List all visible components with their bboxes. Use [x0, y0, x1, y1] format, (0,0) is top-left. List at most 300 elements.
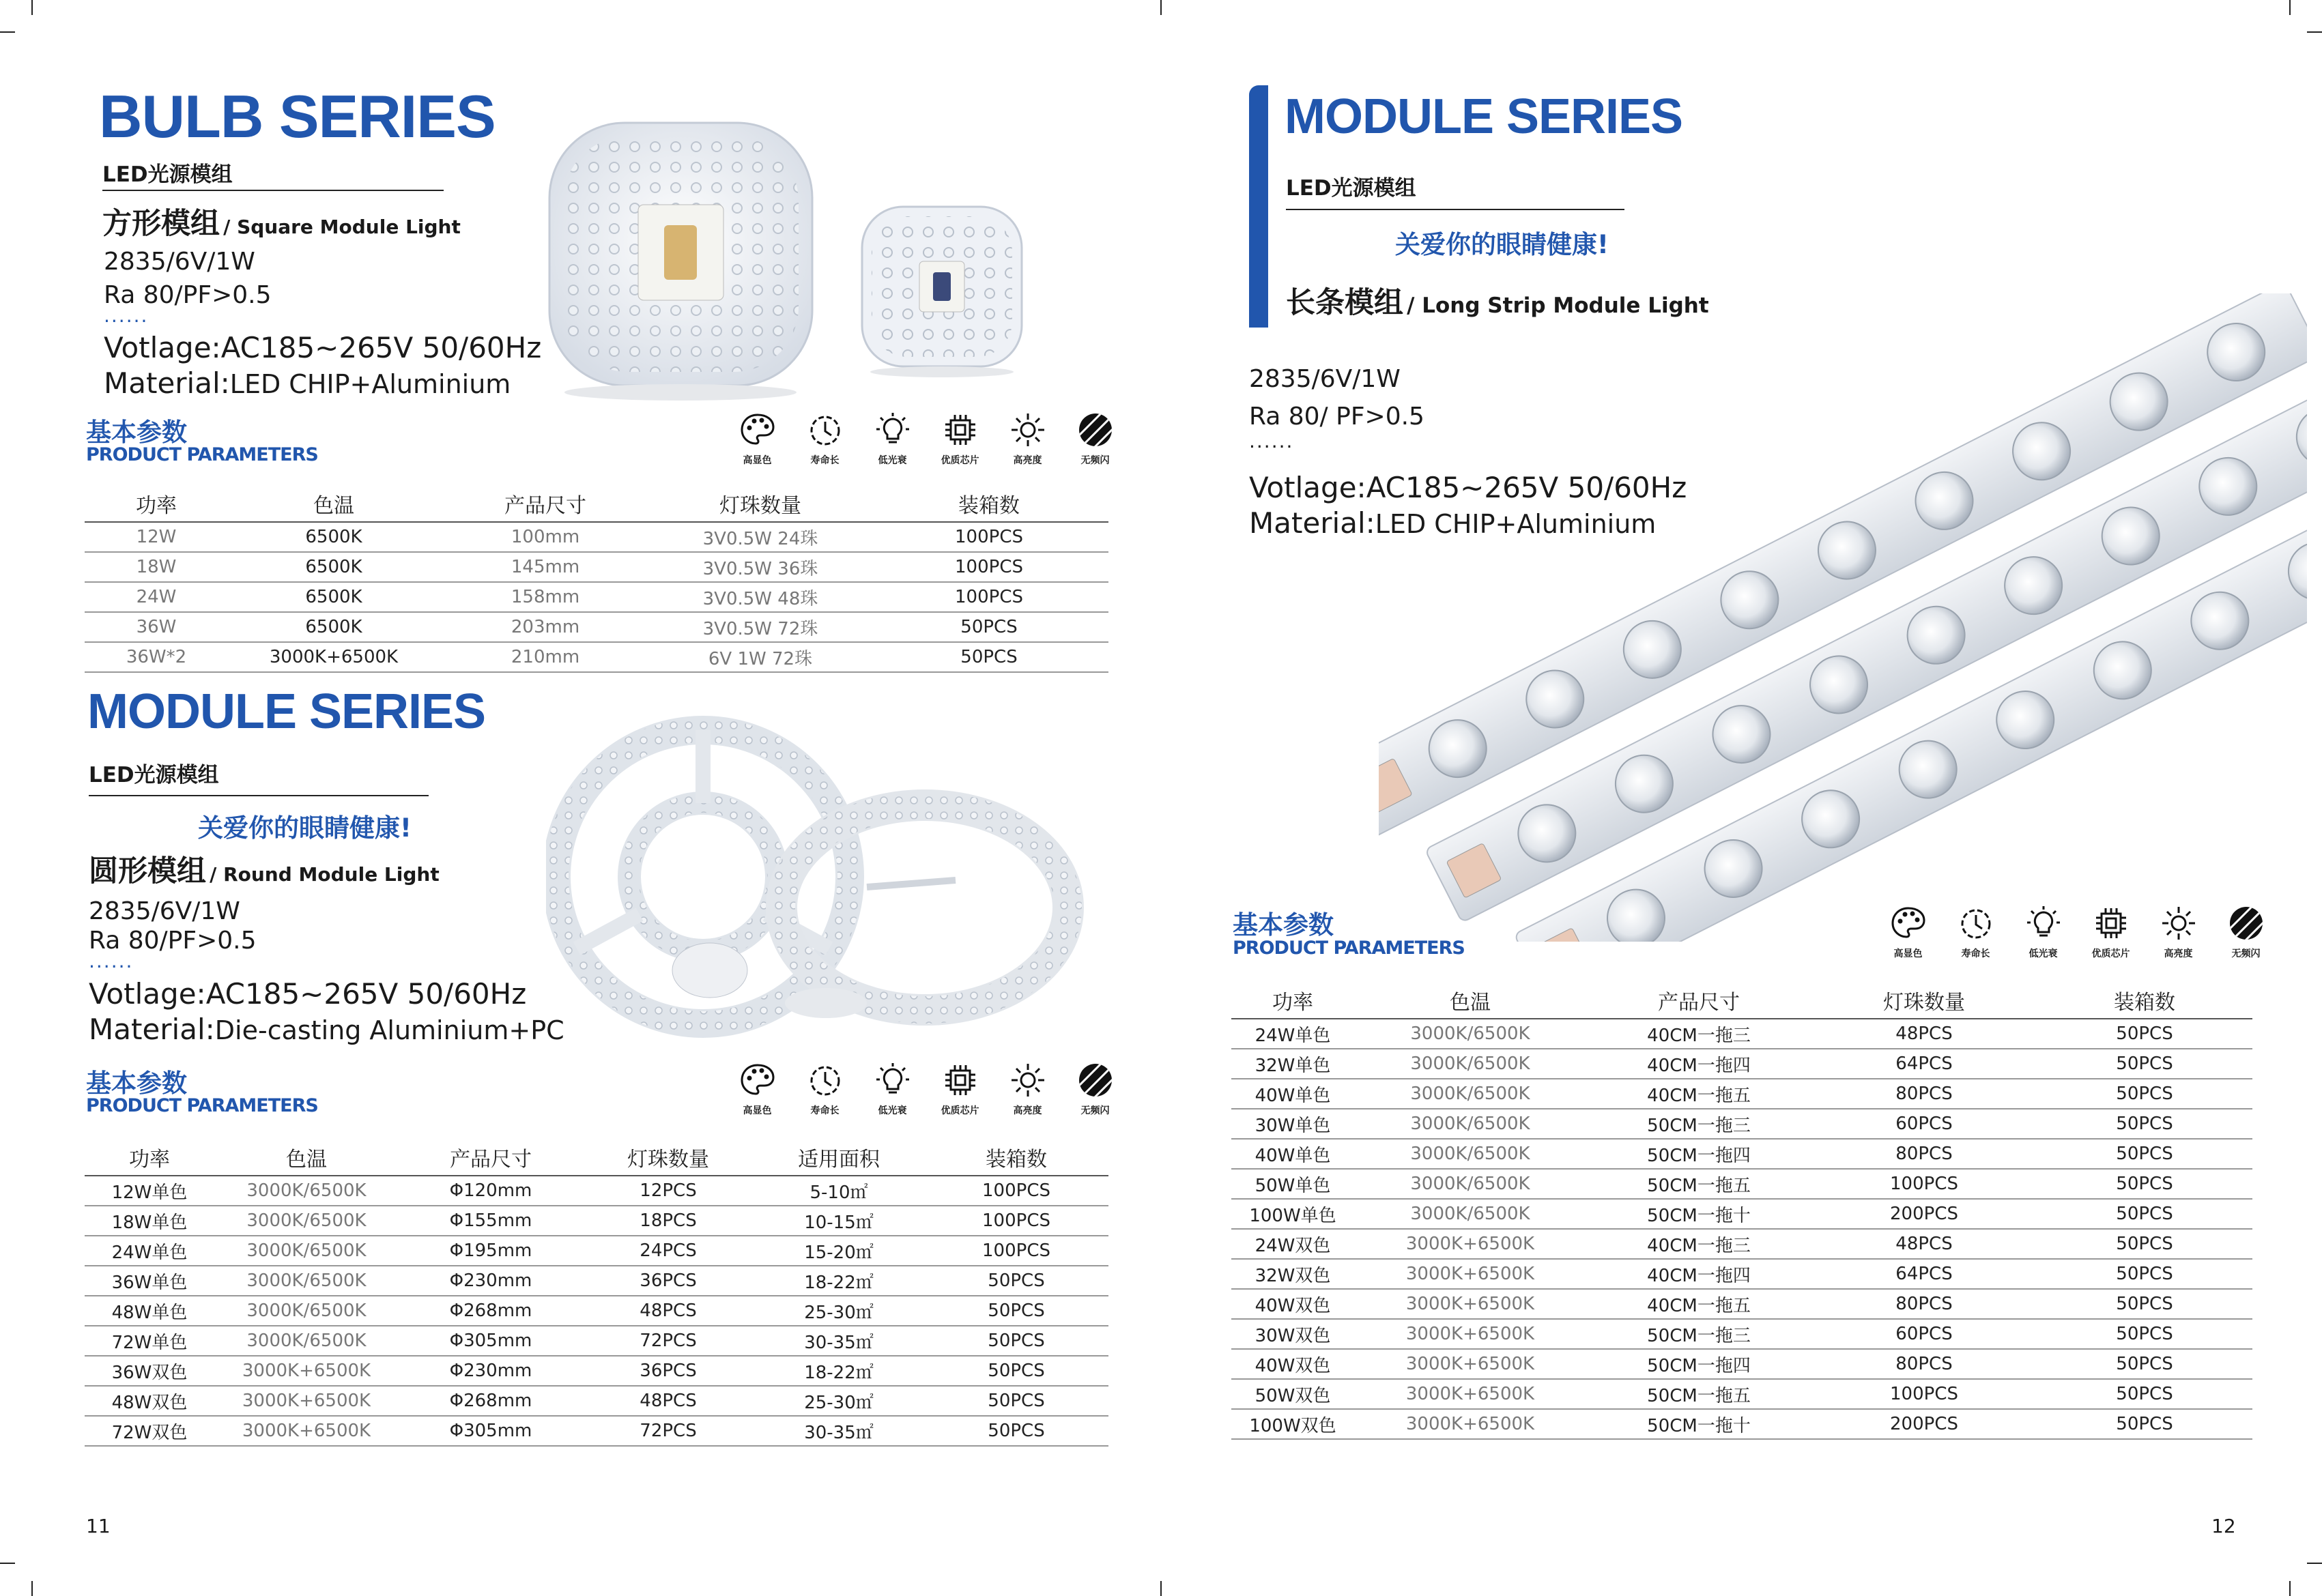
- col-header: 灯珠数量: [651, 486, 870, 522]
- crop-mark: [2307, 1563, 2322, 1564]
- table-cell: 40CM一拖四: [1586, 1259, 1811, 1289]
- table-row: [85, 642, 1108, 672]
- table-cell: 48W单色: [85, 1296, 214, 1326]
- crop-mark: [31, 0, 33, 15]
- col-header: 装箱数: [2037, 983, 2252, 1019]
- table-cell: Φ268mm: [399, 1386, 583, 1416]
- table-cell: 50CM一拖三: [1586, 1109, 1811, 1139]
- table-row: [1231, 1289, 2252, 1319]
- table-cell: 30W单色: [1231, 1109, 1354, 1139]
- palette-icon: [739, 1061, 777, 1099]
- table-cell: 50PCS: [924, 1326, 1108, 1356]
- strip-spec-ra: Ra 80/ PF>0.5: [1249, 403, 1424, 431]
- table-cell: 64PCS: [1811, 1049, 2037, 1079]
- chip-icon: [2092, 904, 2130, 942]
- table-cell: 36W: [85, 612, 228, 642]
- feature-no-flicker: [1061, 411, 1129, 467]
- table-cell: 50W双色: [1231, 1379, 1354, 1409]
- strip-module-image: [1379, 293, 2307, 942]
- table-cell: Φ155mm: [399, 1206, 583, 1236]
- table-cell: 50PCS: [2037, 1259, 2252, 1289]
- table-cell: 3V0.5W 72珠: [651, 612, 870, 642]
- table-cell: 3000K/6500K: [214, 1296, 399, 1326]
- table-row: [85, 1266, 1108, 1296]
- feature-palette: [1874, 904, 1942, 960]
- table-cell: 50W单色: [1231, 1169, 1354, 1199]
- bulb-spec-ra: Ra 80/PF>0.5: [104, 281, 272, 309]
- table-cell: 50PCS: [2037, 1289, 2252, 1319]
- table-cell: 60PCS: [1811, 1109, 2037, 1139]
- round-series-title: MODULE SERIES: [87, 684, 486, 739]
- table-cell: 32W双色: [1231, 1259, 1354, 1289]
- col-header: 产品尺寸: [1586, 983, 1811, 1019]
- table-cell: 18-22㎡: [754, 1356, 924, 1386]
- strip-spec-table: [1231, 983, 2252, 1440]
- feature-chip: [2077, 904, 2145, 960]
- strip-name-en: / Long Strip Module Light: [1407, 293, 1709, 318]
- table-cell: 72PCS: [583, 1416, 754, 1446]
- table-cell: 50CM一拖五: [1586, 1379, 1811, 1409]
- table-cell: 3000K+6500K: [1354, 1319, 1586, 1349]
- crop-mark: [31, 1581, 33, 1596]
- table-cell: 203mm: [440, 612, 651, 642]
- feature-clock: [791, 411, 859, 467]
- bulb-name-en: / Square Module Light: [223, 216, 461, 238]
- table-row: [85, 582, 1108, 612]
- round-slogan: 关爱你的眼睛健康!: [198, 813, 412, 843]
- table-row: [1231, 1019, 2252, 1049]
- table-cell: 3000K+6500K: [1354, 1409, 1586, 1439]
- accent-bar: [1249, 85, 1268, 328]
- table-cell: 100PCS: [924, 1176, 1108, 1206]
- no-flicker-icon: [1076, 1061, 1115, 1099]
- table-cell: 3000K/6500K: [214, 1206, 399, 1236]
- table-cell: 50CM一拖三: [1586, 1319, 1811, 1349]
- strip-feature-icons: [1874, 904, 2280, 960]
- table-cell: 100W单色: [1231, 1199, 1354, 1229]
- bulb-icon: [2024, 904, 2063, 942]
- table-cell: 50PCS: [2037, 1409, 2252, 1439]
- table-cell: 24W单色: [85, 1236, 214, 1266]
- table-cell: 100PCS: [1811, 1169, 2037, 1199]
- feature-bulb: [2009, 904, 2077, 960]
- bulb-product-name: [102, 201, 461, 242]
- table-row: [1231, 1169, 2252, 1199]
- table-cell: 50PCS: [2037, 1169, 2252, 1199]
- table-cell: 50PCS: [870, 642, 1108, 672]
- chip-icon: [941, 1061, 979, 1099]
- table-row: [1231, 1379, 2252, 1409]
- clock-icon: [806, 411, 844, 449]
- table-cell: 18W单色: [85, 1206, 214, 1236]
- feature-label: 高亮度: [1013, 1105, 1042, 1116]
- table-row: [85, 1356, 1108, 1386]
- table-cell: 60PCS: [1811, 1319, 2037, 1349]
- table-cell: 100PCS: [870, 582, 1108, 612]
- table-cell: 100PCS: [924, 1236, 1108, 1266]
- bulb-name-cn: 方形模组: [102, 207, 220, 241]
- feature-label: 低光衰: [2029, 948, 2058, 959]
- strip-subtitle-rule: [1286, 209, 1624, 210]
- bulb-material-value: LED CHIP+Aluminium: [229, 369, 511, 399]
- table-cell: 3000K+6500K: [1354, 1379, 1586, 1409]
- strip-name-cn: 长条模组: [1286, 286, 1403, 320]
- table-row: [1231, 1349, 2252, 1379]
- table-cell: 6500K: [228, 582, 440, 612]
- table-row: [85, 1236, 1108, 1266]
- col-header: 灯珠数量: [583, 1140, 754, 1176]
- table-cell: Φ305mm: [399, 1326, 583, 1356]
- table-cell: 100PCS: [870, 522, 1108, 552]
- square-module-large-image: [543, 116, 819, 403]
- table-cell: 24W双色: [1231, 1229, 1354, 1259]
- table-cell: 50CM一拖十: [1586, 1409, 1811, 1439]
- feature-label: 高显色: [1893, 948, 1923, 959]
- table-cell: 40CM一拖四: [1586, 1049, 1811, 1079]
- table-cell: 40CM一拖五: [1586, 1079, 1811, 1109]
- page-number-right: 12: [2211, 1515, 2236, 1537]
- bulb-spec-power: 2835/6V/1W: [104, 248, 255, 276]
- sun-icon: [2160, 904, 2198, 942]
- feature-label: 优质芯片: [941, 1105, 979, 1116]
- table-cell: 200PCS: [1811, 1409, 2037, 1439]
- feature-label: 高亮度: [1013, 455, 1042, 466]
- crop-mark: [0, 31, 15, 33]
- sun-icon: [1009, 411, 1047, 449]
- feature-label: 低光衰: [878, 455, 907, 466]
- feature-label: 无频闪: [2231, 948, 2261, 959]
- table-cell: 3000K/6500K: [214, 1236, 399, 1266]
- bulb-subtitle: LED光源模组: [102, 162, 233, 187]
- table-row: [1231, 1319, 2252, 1349]
- table-cell: Φ120mm: [399, 1176, 583, 1206]
- table-cell: 3000K/6500K: [1354, 1199, 1586, 1229]
- table-header-row: [1231, 983, 2252, 1019]
- table-cell: 40CM一拖三: [1586, 1019, 1811, 1049]
- table-header-row: [85, 486, 1108, 522]
- table-cell: 36W单色: [85, 1266, 214, 1296]
- table-cell: 64PCS: [1811, 1259, 2037, 1289]
- crop-mark: [0, 1563, 15, 1564]
- table-cell: 50PCS: [870, 612, 1108, 642]
- table-cell: 80PCS: [1811, 1289, 2037, 1319]
- table-cell: Φ230mm: [399, 1266, 583, 1296]
- table-cell: 50PCS: [2037, 1319, 2252, 1349]
- table-row: [85, 1296, 1108, 1326]
- no-flicker-icon: [2227, 904, 2265, 942]
- bulb-icon: [874, 411, 912, 449]
- table-cell: 30-35㎡: [754, 1326, 924, 1356]
- table-cell: 3000K/6500K: [1354, 1079, 1586, 1109]
- table-cell: Φ230mm: [399, 1356, 583, 1386]
- table-cell: 50PCS: [924, 1266, 1108, 1296]
- table-cell: 40CM一拖五: [1586, 1289, 1811, 1319]
- col-header: 适用面积: [754, 1140, 924, 1176]
- table-cell: 3000K/6500K: [1354, 1139, 1586, 1169]
- table-row: [85, 552, 1108, 582]
- strip-params-en: PRODUCT PARAMETERS: [1233, 938, 1465, 959]
- feature-label: 寿命长: [810, 1105, 840, 1116]
- table-cell: 3000K/6500K: [214, 1326, 399, 1356]
- table-row: [1231, 1229, 2252, 1259]
- col-header: 色温: [228, 486, 440, 522]
- table-cell: 80PCS: [1811, 1139, 2037, 1169]
- round-params-en: PRODUCT PARAMETERS: [86, 1095, 318, 1116]
- palette-icon: [1889, 904, 1927, 942]
- table-cell: 200PCS: [1811, 1199, 2037, 1229]
- table-cell: 50PCS: [2037, 1229, 2252, 1259]
- table-cell: 72PCS: [583, 1326, 754, 1356]
- table-row: [1231, 1199, 2252, 1229]
- table-row: [85, 612, 1108, 642]
- col-header: 装箱数: [924, 1140, 1108, 1176]
- round-feature-icons: [723, 1061, 1129, 1117]
- round-name-cn: 圆形模组: [89, 854, 206, 888]
- table-cell: 3000K/6500K: [1354, 1049, 1586, 1079]
- table-cell: 12PCS: [583, 1176, 754, 1206]
- table-cell: 80PCS: [1811, 1349, 2037, 1379]
- feature-label: 寿命长: [1961, 948, 1990, 959]
- table-cell: 25-30㎡: [754, 1296, 924, 1326]
- table-cell: 3V0.5W 48珠: [651, 582, 870, 612]
- feature-clock: [1942, 904, 2009, 960]
- bulb-material-label: Material:: [104, 366, 230, 400]
- feature-label: 优质芯片: [2091, 948, 2130, 959]
- table-row: [1231, 1049, 2252, 1079]
- table-cell: 3000K+6500K: [1354, 1259, 1586, 1289]
- feature-palette: [723, 1061, 791, 1117]
- strip-voltage: Votlage:AC185~265V 50/60Hz: [1249, 471, 1687, 504]
- table-cell: 5-10㎡: [754, 1176, 924, 1206]
- bulb-params-cn: 基本参数: [86, 418, 187, 447]
- table-cell: 80PCS: [1811, 1079, 2037, 1109]
- table-cell: 30-35㎡: [754, 1416, 924, 1446]
- bulb-subtitle-rule: [102, 190, 444, 191]
- crop-mark: [2307, 31, 2322, 33]
- round-params-cn: 基本参数: [86, 1069, 187, 1098]
- table-cell: 48W双色: [85, 1386, 214, 1416]
- table-cell: 50CM一拖四: [1586, 1349, 1811, 1379]
- table-cell: Φ305mm: [399, 1416, 583, 1446]
- feature-label: 低光衰: [878, 1105, 907, 1116]
- table-cell: 3000K/6500K: [1354, 1169, 1586, 1199]
- table-cell: 3000K+6500K: [1354, 1289, 1586, 1319]
- table-cell: 50CM一拖十: [1586, 1199, 1811, 1229]
- table-cell: 100PCS: [924, 1206, 1108, 1236]
- table-cell: 50PCS: [924, 1386, 1108, 1416]
- square-module-small-image: [857, 201, 1027, 379]
- table-cell: 3000K+6500K: [214, 1416, 399, 1446]
- table-row: [1231, 1109, 2252, 1139]
- table-row: [1231, 1259, 2252, 1289]
- table-row: [1231, 1079, 2252, 1109]
- table-row: [85, 522, 1108, 552]
- feature-bulb: [859, 411, 926, 467]
- table-cell: 36PCS: [583, 1266, 754, 1296]
- table-cell: 50PCS: [2037, 1049, 2252, 1079]
- col-header: 功率: [85, 486, 228, 522]
- feature-palette: [723, 411, 791, 467]
- strip-material-value: LED CHIP+Aluminium: [1375, 509, 1657, 539]
- sun-icon: [1009, 1061, 1047, 1099]
- table-row: [85, 1386, 1108, 1416]
- table-cell: 40CM一拖三: [1586, 1229, 1811, 1259]
- strip-spec-power: 2835/6V/1W: [1249, 365, 1401, 393]
- col-header: 色温: [1354, 983, 1586, 1019]
- table-cell: 3000K/6500K: [1354, 1019, 1586, 1049]
- table-cell: 100PCS: [870, 552, 1108, 582]
- table-cell: 30W双色: [1231, 1319, 1354, 1349]
- table-row: [1231, 1139, 2252, 1169]
- crop-mark: [2289, 1581, 2291, 1596]
- table-cell: 10-15㎡: [754, 1206, 924, 1236]
- table-cell: 36W*2: [85, 642, 228, 672]
- table-cell: 12W单色: [85, 1176, 214, 1206]
- round-subtitle-rule: [89, 795, 429, 796]
- table-cell: 6V 1W 72珠: [651, 642, 870, 672]
- round-spec-ra: Ra 80/PF>0.5: [89, 927, 257, 955]
- table-cell: 25-30㎡: [754, 1386, 924, 1416]
- table-row: [1231, 1409, 2252, 1439]
- bulb-icon: [874, 1061, 912, 1099]
- table-cell: 3000K+6500K: [1354, 1229, 1586, 1259]
- col-header: 装箱数: [870, 486, 1108, 522]
- table-cell: 50PCS: [924, 1416, 1108, 1446]
- crop-mark: [1160, 1581, 1162, 1596]
- crop-mark: [1160, 0, 1162, 15]
- round-subtitle: LED光源模组: [89, 763, 219, 787]
- table-cell: 18-22㎡: [754, 1266, 924, 1296]
- round-voltage: Votlage:AC185~265V 50/60Hz: [89, 977, 527, 1011]
- feature-label: 无频闪: [1080, 455, 1110, 466]
- strip-material-label: Material:: [1249, 506, 1375, 540]
- table-cell: 50PCS: [2037, 1349, 2252, 1379]
- round-product-name: [89, 848, 440, 890]
- table-cell: 36W双色: [85, 1356, 214, 1386]
- feature-label: 寿命长: [810, 455, 840, 466]
- strip-params-cn: 基本参数: [1233, 910, 1334, 940]
- table-cell: 50PCS: [2037, 1019, 2252, 1049]
- table-cell: 40W双色: [1231, 1289, 1354, 1319]
- feature-chip: [926, 411, 994, 467]
- table-cell: 6500K: [228, 552, 440, 582]
- round-dots: ......: [89, 950, 134, 972]
- feature-bulb: [859, 1061, 926, 1117]
- table-cell: 36PCS: [583, 1356, 754, 1386]
- table-cell: 50PCS: [924, 1356, 1108, 1386]
- table-cell: 24PCS: [583, 1236, 754, 1266]
- table-cell: 72W双色: [85, 1416, 214, 1446]
- feature-label: 高显色: [743, 1105, 772, 1116]
- table-cell: 210mm: [440, 642, 651, 672]
- table-cell: 50CM一拖五: [1586, 1169, 1811, 1199]
- table-row: [85, 1416, 1108, 1446]
- table-cell: 50PCS: [2037, 1199, 2252, 1229]
- feature-label: 高亮度: [2164, 948, 2193, 959]
- feature-sun: [994, 1061, 1061, 1117]
- table-row: [85, 1326, 1108, 1356]
- table-cell: 18W: [85, 552, 228, 582]
- col-header: 功率: [85, 1140, 214, 1176]
- round-spec-table: [85, 1140, 1108, 1447]
- table-cell: 3000K/6500K: [214, 1266, 399, 1296]
- feature-sun: [994, 411, 1061, 467]
- table-cell: 50PCS: [2037, 1079, 2252, 1109]
- feature-clock: [791, 1061, 859, 1117]
- table-cell: 3V0.5W 24珠: [651, 522, 870, 552]
- table-cell: 158mm: [440, 582, 651, 612]
- feature-label: 无频闪: [1080, 1105, 1110, 1116]
- table-cell: 6500K: [228, 522, 440, 552]
- table-cell: 3000K+6500K: [214, 1386, 399, 1416]
- table-cell: 6500K: [228, 612, 440, 642]
- table-cell: 18PCS: [583, 1206, 754, 1236]
- table-header-row: [85, 1140, 1108, 1176]
- table-cell: 40W双色: [1231, 1349, 1354, 1379]
- table-cell: 24W: [85, 582, 228, 612]
- table-cell: 3000K+6500K: [1354, 1349, 1586, 1379]
- feature-sun: [2145, 904, 2212, 960]
- table-cell: 48PCS: [583, 1296, 754, 1326]
- round-material-label: Material:: [89, 1013, 215, 1046]
- table-cell: Φ268mm: [399, 1296, 583, 1326]
- round-material-value: Die-casting Aluminium+PC: [214, 1015, 564, 1045]
- round-module-image: [546, 703, 1092, 1058]
- table-cell: 3000K/6500K: [1354, 1109, 1586, 1139]
- strip-slogan: 关爱你的眼睛健康!: [1395, 230, 1609, 259]
- no-flicker-icon: [1076, 411, 1115, 449]
- table-cell: 24W单色: [1231, 1019, 1354, 1049]
- table-cell: 40W单色: [1231, 1079, 1354, 1109]
- table-row: [85, 1176, 1108, 1206]
- strip-series-title: MODULE SERIES: [1285, 89, 1683, 144]
- col-header: 功率: [1231, 983, 1354, 1019]
- table-cell: 3000K+6500K: [228, 642, 440, 672]
- table-cell: 50PCS: [2037, 1109, 2252, 1139]
- bulb-series-title: BULB SERIES: [99, 83, 496, 150]
- table-cell: 145mm: [440, 552, 651, 582]
- clock-icon: [1957, 904, 1995, 942]
- feature-chip: [926, 1061, 994, 1117]
- table-cell: 32W单色: [1231, 1049, 1354, 1079]
- table-cell: Φ195mm: [399, 1236, 583, 1266]
- crop-mark: [2289, 0, 2291, 15]
- table-cell: 100mm: [440, 522, 651, 552]
- table-cell: 72W单色: [85, 1326, 214, 1356]
- feature-no-flicker: [2212, 904, 2280, 960]
- round-spec-power: 2835/6V/1W: [89, 897, 240, 925]
- table-cell: 40W单色: [1231, 1139, 1354, 1169]
- bulb-feature-icons: [723, 411, 1129, 467]
- feature-label: 高显色: [743, 455, 772, 466]
- table-cell: 15-20㎡: [754, 1236, 924, 1266]
- feature-label: 优质芯片: [941, 455, 979, 466]
- table-cell: 12W: [85, 522, 228, 552]
- palette-icon: [739, 411, 777, 449]
- table-cell: 50PCS: [924, 1296, 1108, 1326]
- table-cell: 100PCS: [1811, 1379, 2037, 1409]
- table-cell: 3000K+6500K: [214, 1356, 399, 1386]
- table-cell: 100W双色: [1231, 1409, 1354, 1439]
- table-cell: 48PCS: [1811, 1229, 2037, 1259]
- bulb-material: [104, 366, 511, 400]
- table-cell: 50PCS: [2037, 1379, 2252, 1409]
- table-cell: 3V0.5W 36珠: [651, 552, 870, 582]
- round-material: [89, 1013, 564, 1046]
- bulb-params-en: PRODUCT PARAMETERS: [86, 444, 318, 465]
- bulb-dots: ......: [104, 304, 149, 327]
- col-header: 灯珠数量: [1811, 983, 2037, 1019]
